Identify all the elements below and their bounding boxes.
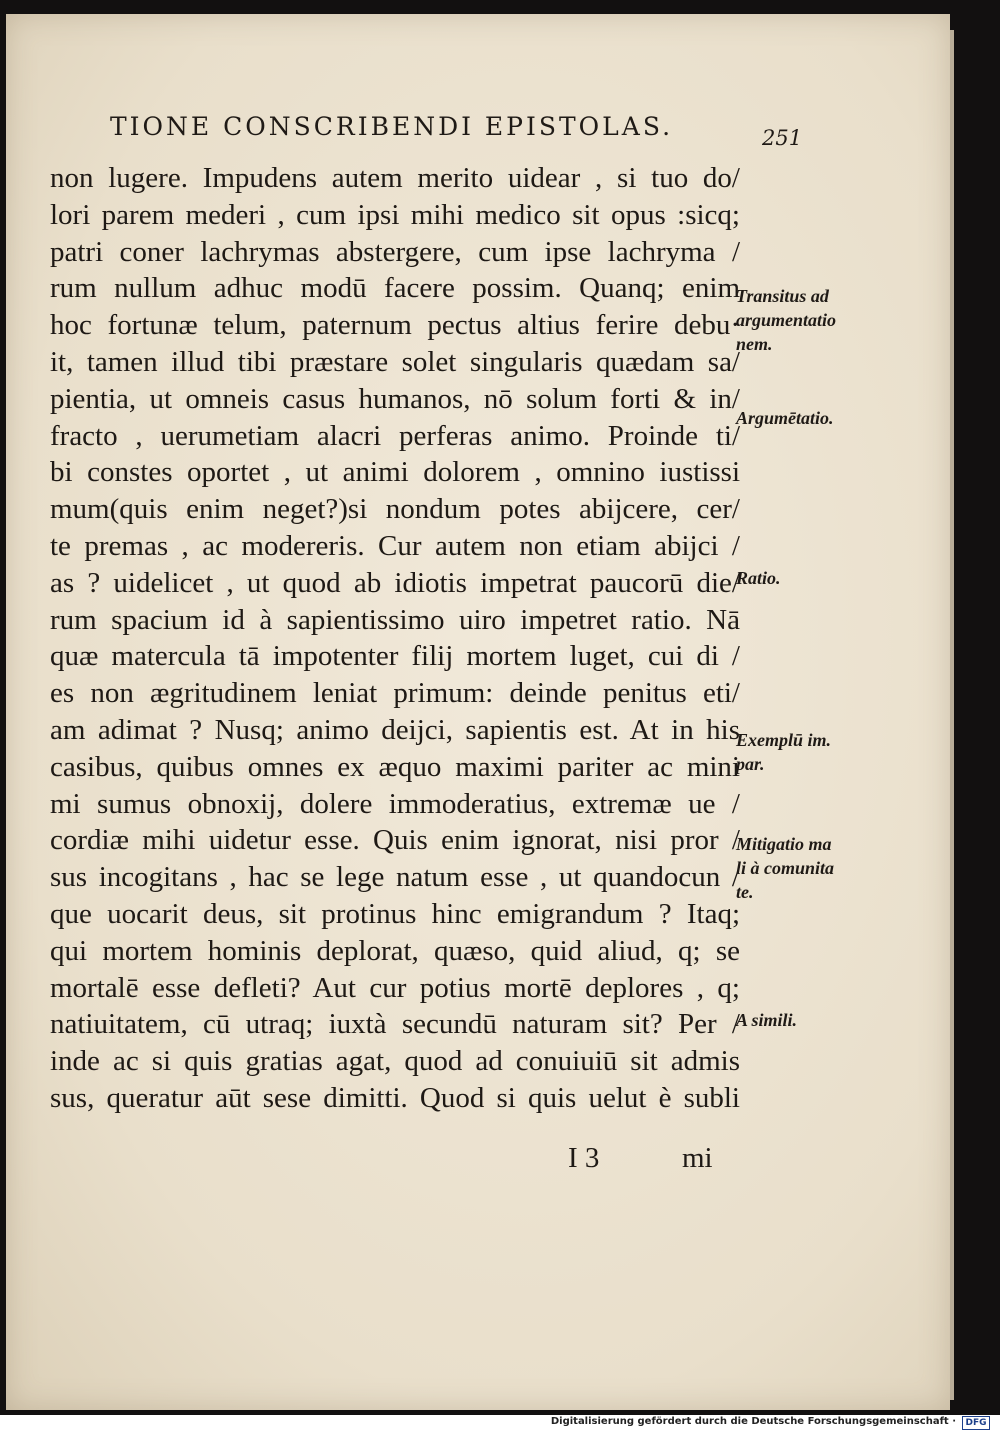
text-line: fracto , uerumetiam alacri perferas animo. Proinde ti/	[50, 419, 740, 452]
signature-mark: I 3	[568, 1142, 600, 1174]
text-line: que uocarit deus, sit protinus hinc emigrandum ? Itaq;	[50, 897, 740, 930]
margin-note-line: argumentatio	[736, 310, 837, 330]
text-line: rum spacium id à sapientissimo uiro impetret ratio. Nā	[50, 603, 740, 636]
running-title: TIONE CONSCRIBENDI EPISTOLAS.	[110, 112, 674, 141]
text-line: qui mortem hominis deplorat, quæso, quid aliud, q; se	[50, 934, 740, 967]
text-line: rum nullum adhuc modū facere possim. Quanq; enim	[50, 272, 740, 305]
text-line: quæ matercula tā impotenter filij mortem luget, cui di /	[50, 640, 740, 673]
text-line: bi constes oportet , ut animi dolorem , omnino iustissi	[50, 456, 740, 489]
margin-note-line: Exemplū im.	[736, 730, 832, 750]
margin-note-line: Transitus ad	[736, 286, 829, 306]
text-line: mum(quis enim neget?)si nondum potes abijcere, cer/	[50, 493, 740, 526]
text-line: sus, queratur aūt sese dimitti. Quod si quis uelut è subli	[50, 1081, 740, 1114]
text-line: mortalē esse defleti? Aut cur potius mortē deplores , q;	[50, 971, 740, 1004]
text-line: patri coner lachrymas abstergere, cum ipse lachryma /	[50, 235, 740, 268]
dfg-logo-icon: DFG	[962, 1416, 990, 1430]
margin-note-ratio: Ratio.	[736, 568, 781, 588]
text-line: sus incogitans , hac se lege natum esse , ut quandocun /	[50, 861, 740, 894]
margin-note-argumentatio: Argumētatio.	[736, 408, 834, 428]
margin-note-line: te.	[736, 882, 754, 902]
margin-note-mitigatio	[736, 832, 876, 904]
margin-note-line: nem.	[736, 334, 773, 354]
margin-note-a-simili: A simili.	[736, 1010, 798, 1030]
page-edge	[950, 30, 954, 1400]
text-line: hoc fortunæ telum, paternum pectus altius ferire debu·	[50, 309, 740, 342]
text-line: natiuitatem, cū utraq; iuxtà secundū naturam sit? Per /	[50, 1008, 740, 1041]
folio-number: 251	[762, 126, 803, 150]
text-line: cordiæ mihi uidetur esse. Quis enim ignorat, nisi pror /	[50, 824, 740, 857]
text-line: pientia, ut omneis casus humanos, nō solum forti & in/	[50, 382, 740, 415]
margin-note-transitus	[736, 284, 876, 356]
text-line: am adimat ? Nusq; animo deijci, sapientis est. At in his	[50, 713, 740, 746]
funding-credit: Digitalisierung gefördert durch die Deutsche Forschungsgemeinschaft ·	[550, 1416, 956, 1427]
catchword: mi	[682, 1142, 713, 1174]
text-line: inde ac si quis gratias agat, quod ad conuiuiū sit admis	[50, 1045, 740, 1078]
text-line: casibus, quibus omnes ex æquo maximi pariter ac mini	[50, 750, 740, 783]
text-line: it, tamen illud tibi præstare solet singularis quædam sa/	[50, 345, 740, 378]
margin-note-line: Mitigatio ma	[736, 834, 832, 854]
text-line: mi sumus obnoxij, dolere immoderatius, extremæ ue /	[50, 787, 740, 820]
margin-note-line: par.	[736, 754, 765, 774]
text-line: as ? uidelicet , ut quod ab idiotis impetrat paucorū die/	[50, 566, 740, 599]
text-line: te premas , ac modereris. Cur autem non etiam abijci /	[50, 529, 740, 562]
text-line: es non ægritudinem leniat primum: deinde penitus eti/	[50, 677, 740, 710]
text-line: non lugere. Impudens autem merito uidear , si tuo do/	[50, 162, 740, 194]
margin-note-exemplum	[736, 728, 876, 776]
text-line: lori parem mederi , cum ipsi mihi medico sit opus :sicq;	[50, 198, 740, 231]
margin-note-line: li à comunita	[736, 858, 835, 878]
main-text-block	[50, 160, 740, 1117]
